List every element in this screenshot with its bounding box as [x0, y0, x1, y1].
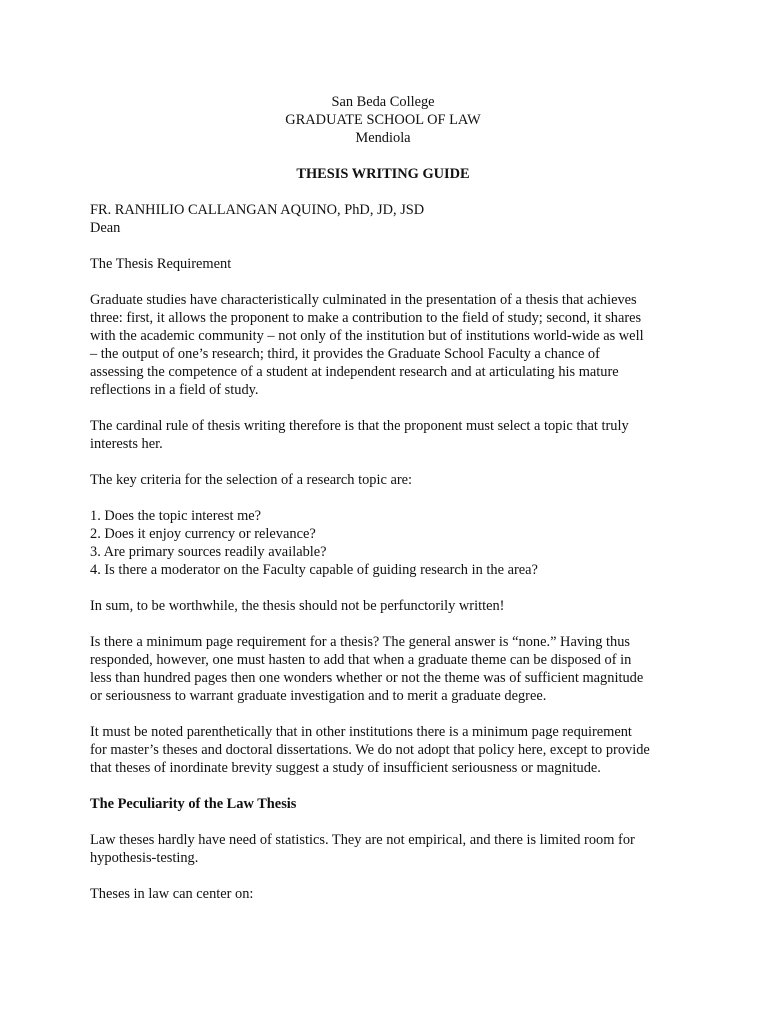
paragraph-cardinal-rule: [90, 417, 680, 453]
text-line: assessing the competence of a student at independent research and at articulating his mature: [90, 364, 619, 380]
text-line: The cardinal rule of thesis writing therefore is that the proponent must select a topic that truly: [90, 418, 629, 434]
paragraph-graduate-studies: [90, 291, 680, 399]
school-location: Mendiola: [355, 130, 411, 146]
section-heading-requirement: The Thesis Requirement: [90, 256, 232, 272]
text-line: or seriousness to warrant graduate investigation and to merit a graduate degree.: [90, 688, 547, 704]
text-line: Graduate studies have characteristically culminated in the presentation of a thesis that achieves: [90, 292, 637, 308]
text-line: with the academic community – not only of the institution but of institutions world-wide as well: [90, 328, 644, 344]
criteria-list: [90, 507, 680, 579]
text-line: responded, however, one must hasten to add that when a graduate theme can be disposed of in: [90, 652, 632, 668]
text-line: – the output of one’s research; third, it provides the Graduate School Faculty a chance of: [90, 346, 600, 362]
text-line: Law theses hardly have need of statistics. They are not empirical, and there is limited room for: [90, 832, 635, 848]
list-item: 3. Are primary sources readily available?: [90, 544, 327, 560]
text-line: hypothesis-testing.: [90, 850, 199, 866]
paragraph-page-requirement: [90, 633, 680, 705]
institution-header: [86, 93, 680, 147]
institution-name: San Beda College: [331, 94, 435, 110]
school-name: GRADUATE SCHOOL OF LAW: [285, 112, 481, 128]
author-block: [90, 201, 680, 237]
paragraph-parenthetical: [90, 723, 680, 777]
author-role: Dean: [90, 220, 121, 236]
paragraph-key-criteria: The key criteria for the selection of a research topic are:: [90, 472, 413, 488]
text-line: for master’s theses and doctoral dissertations. We do not adopt that policy here, except to provide: [90, 742, 650, 758]
paragraph-in-sum: In sum, to be worthwhile, the thesis should not be perfunctorily written!: [90, 598, 505, 614]
document-body: [90, 93, 680, 903]
list-item: 4. Is there a moderator on the Faculty capable of guiding research in the area?: [90, 562, 538, 578]
paragraph-law-statistics: [90, 831, 680, 867]
text-line: reflections in a field of study.: [90, 382, 259, 398]
section-heading-law-thesis: The Peculiarity of the Law Thesis: [90, 796, 297, 812]
author-name: FR. RANHILIO CALLANGAN AQUINO, PhD, JD, JSD: [90, 202, 425, 218]
list-item: 2. Does it enjoy currency or relevance?: [90, 526, 316, 542]
text-line: that theses of inordinate brevity suggest a study of insufficient seriousness or magnitude.: [90, 760, 601, 776]
list-item: 1. Does the topic interest me?: [90, 508, 262, 524]
text-line: three: first, it allows the proponent to make a contribution to the field of study; second, it shares: [90, 310, 642, 326]
text-line: less than hundred pages then one wonders whether or not the theme was of sufficient magnitude: [90, 670, 644, 686]
paragraph-theses-center: Theses in law can center on:: [90, 886, 254, 902]
text-line: interests her.: [90, 436, 163, 452]
text-line: It must be noted parenthetically that in other institutions there is a minimum page requirement: [90, 724, 632, 740]
document-title: THESIS WRITING GUIDE: [296, 166, 470, 182]
text-line: Is there a minimum page requirement for a thesis? The general answer is “none.” Having thus: [90, 634, 630, 650]
